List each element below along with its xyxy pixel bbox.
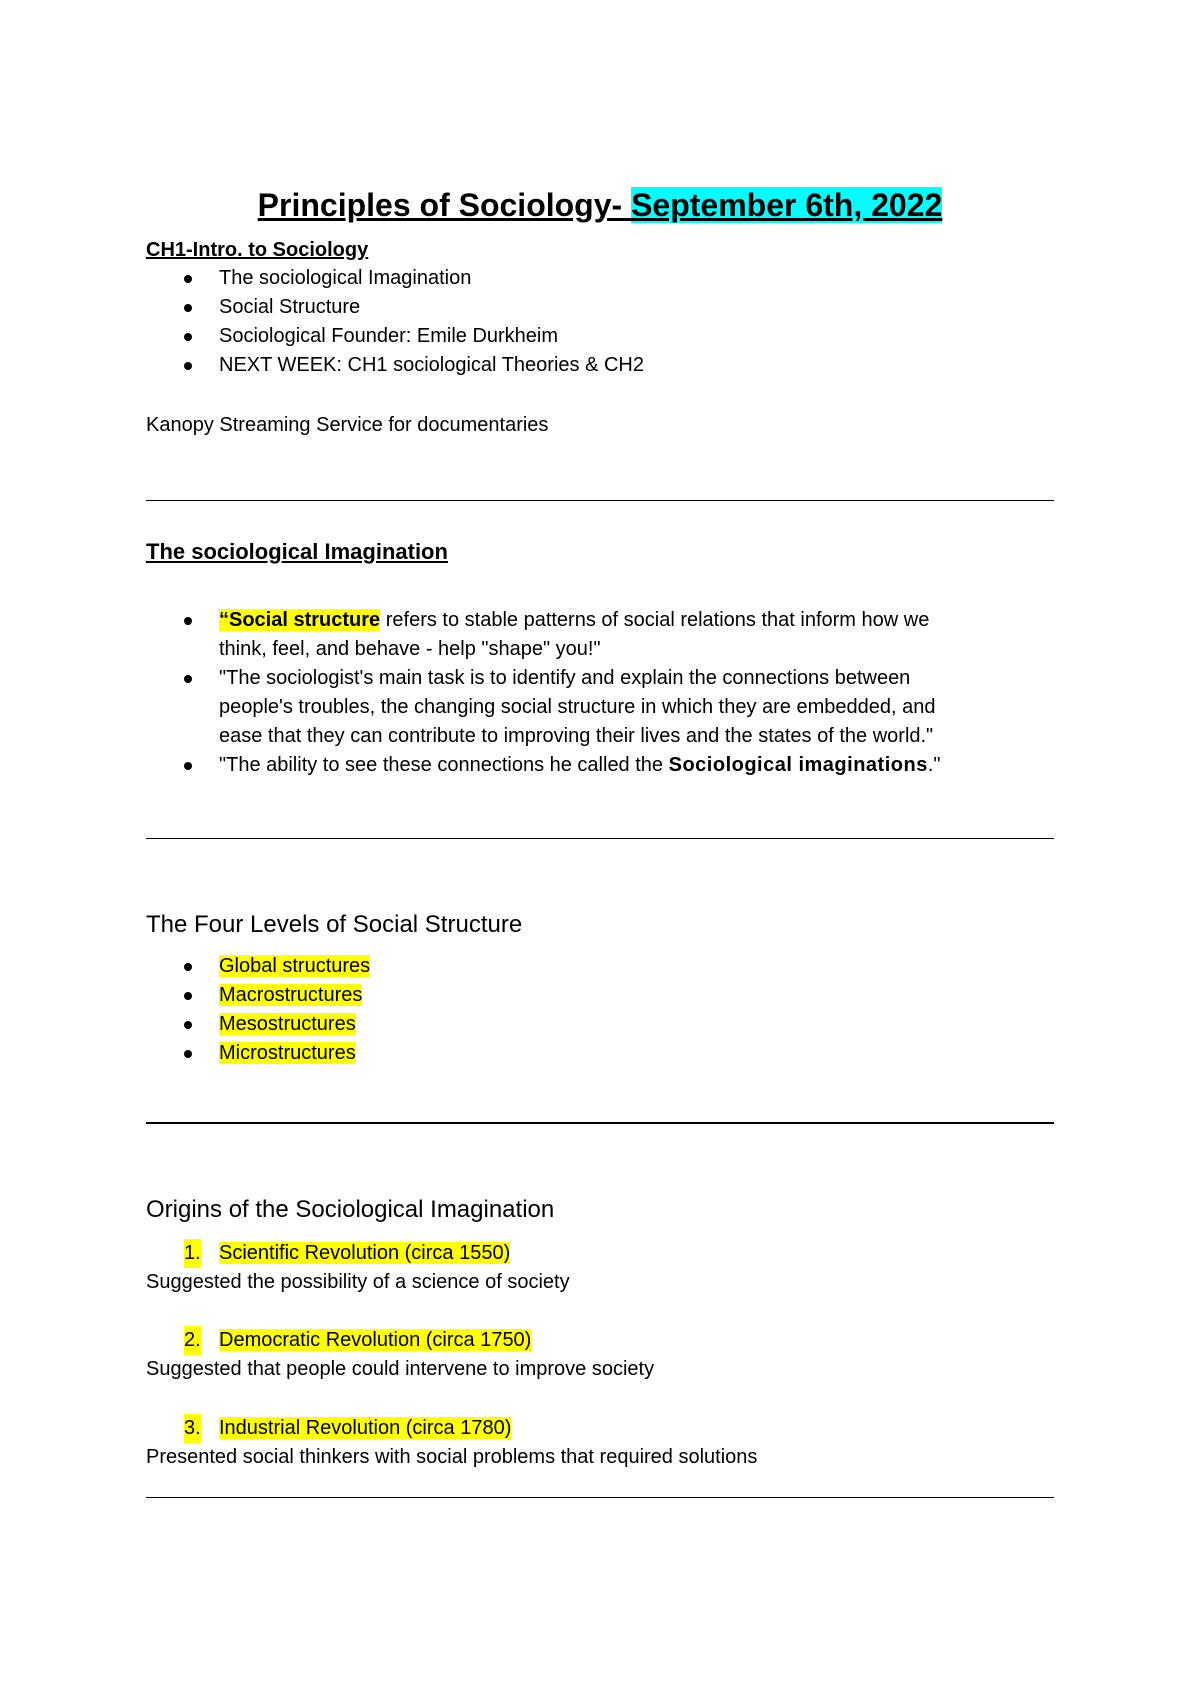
list-item: “Social structure refers to stable patterns of social relations that inform how we think, feel, and behave - help "shape" you!" xyxy=(146,606,940,664)
chapter-heading: CH1-Intro. to Sociology xyxy=(146,239,369,261)
origins-heading: Origins of the Sociological Imagination xyxy=(146,1196,555,1223)
bullet-icon xyxy=(184,362,192,370)
bullet-icon xyxy=(184,1021,192,1029)
origins-entry-1 xyxy=(146,1239,510,1268)
section-divider xyxy=(146,838,1054,839)
list-item: Global structures xyxy=(146,952,370,981)
origins-desc-3: Presented social thinkers with social problems that required solutions xyxy=(146,1446,758,1468)
title-main: Principles of Sociology- xyxy=(257,187,632,223)
bullet-icon xyxy=(184,333,192,341)
bold-term: Sociological imaginations xyxy=(668,754,928,776)
bullet-icon xyxy=(184,762,192,770)
list-item: Mesostructures xyxy=(146,1010,370,1039)
list-item: Sociological Founder: Emile Durkheim xyxy=(146,322,644,351)
list-item: "The sociologist's main task is to identify and explain the connections between people's troubles, the changing social structure in which they are embedded, and ease that they can contribute to improving their lives and the states of the world." xyxy=(146,664,940,751)
list-item: 1. Scientific Revolution (circa 1550) xyxy=(146,1239,510,1268)
origins-desc-1: Suggested the possibility of a science of society xyxy=(146,1271,570,1293)
list-item: 2. Democratic Revolution (circa 1750) xyxy=(146,1326,531,1355)
origins-entry-2 xyxy=(146,1326,531,1355)
levels-heading: The Four Levels of Social Structure xyxy=(146,911,523,938)
list-item: Microstructures xyxy=(146,1039,370,1068)
page-title xyxy=(0,185,1200,225)
imagination-quote-list xyxy=(146,606,940,780)
bullet-icon xyxy=(184,275,192,283)
chapter-topic-list xyxy=(146,264,644,380)
origins-desc-2: Suggested that people could intervene to improve society xyxy=(146,1358,655,1380)
bullet-icon xyxy=(184,963,192,971)
list-item: The sociological Imagination xyxy=(146,264,644,293)
list-item: "The ability to see these connections he called the Sociological imaginations." xyxy=(146,751,940,780)
title-date: September 6th, 2022 xyxy=(631,187,943,223)
list-item: NEXT WEEK: CH1 sociological Theories & CH2 xyxy=(146,351,644,380)
bullet-icon xyxy=(184,617,192,625)
section-divider xyxy=(146,1497,1054,1498)
bullet-icon xyxy=(184,675,192,683)
list-item: Social Structure xyxy=(146,293,644,322)
bullet-icon xyxy=(184,304,192,312)
section-divider xyxy=(146,1122,1054,1124)
highlighted-term: “Social structure xyxy=(219,609,381,631)
list-item: 3. Industrial Revolution (circa 1780) xyxy=(146,1414,511,1443)
origins-entry-3 xyxy=(146,1414,511,1443)
kanopy-note: Kanopy Streaming Service for documentaries xyxy=(146,414,549,436)
bullet-icon xyxy=(184,1050,192,1058)
imagination-heading: The sociological Imagination xyxy=(146,539,448,564)
section-divider xyxy=(146,500,1054,501)
bullet-icon xyxy=(184,992,192,1000)
list-item: Macrostructures xyxy=(146,981,370,1010)
levels-list xyxy=(146,952,370,1068)
